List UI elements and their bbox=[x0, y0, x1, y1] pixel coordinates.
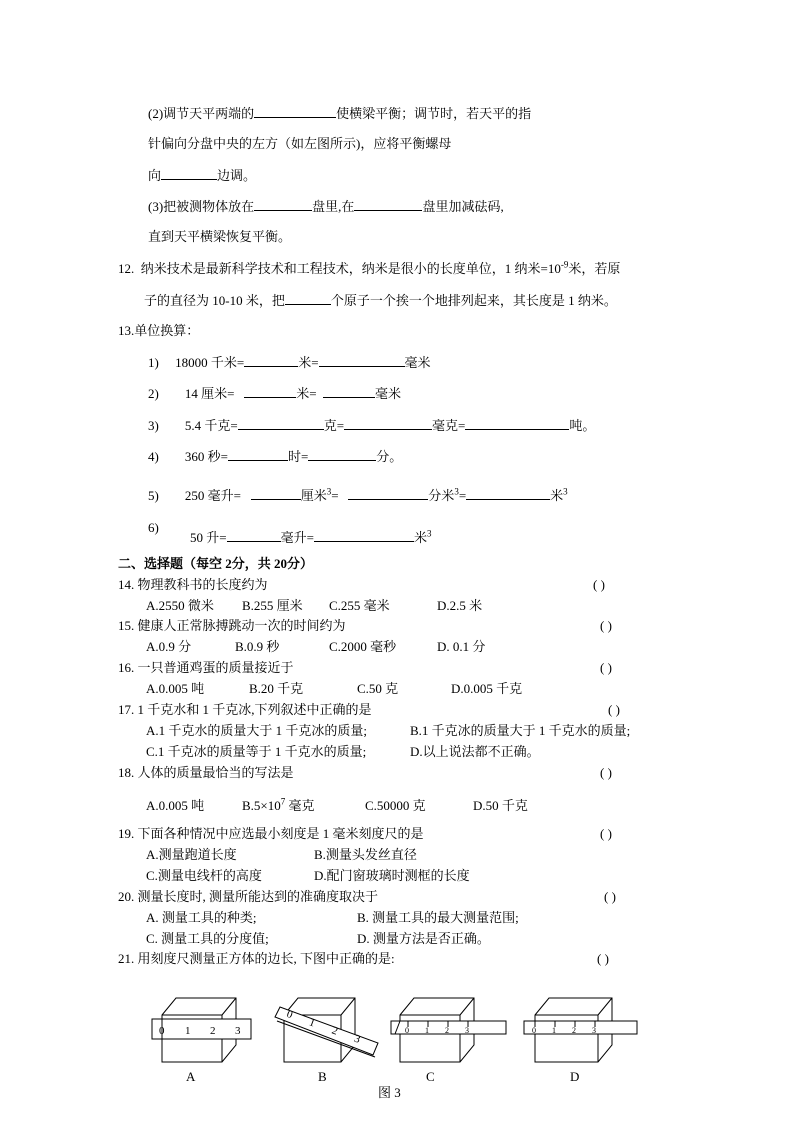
q12-line1: 12. 纳米技术是最新科学技术和工程技术，纳米是很小的长度单位，1 纳米$=10^{-9}$米，若原 bbox=[118, 259, 621, 276]
q13-item-4: 4) 360 秒= 时= 分。 bbox=[148, 449, 403, 464]
figure-label-b: B bbox=[318, 1069, 327, 1084]
answer-blank[interactable] bbox=[228, 447, 288, 461]
q19-option-d[interactable]: D.配门窗玻璃时测框的长度 bbox=[314, 868, 470, 883]
q15-option-a[interactable]: A.0.9 分 bbox=[146, 639, 192, 654]
answer-blank[interactable] bbox=[465, 416, 569, 430]
q21-stem: 21. 用刻度尺测量正方体的边长, 下图中正确的是: bbox=[118, 951, 395, 966]
q18-stem: 18. 人体的质量最恰当的写法是 bbox=[118, 765, 294, 780]
ruler-mark: 3 bbox=[352, 1032, 362, 1046]
answer-paren[interactable]: ( ) bbox=[600, 765, 612, 780]
ruler-mark: 2 bbox=[445, 1026, 449, 1035]
answer-paren[interactable]: ( ) bbox=[604, 889, 616, 904]
ruler-mark: 0 bbox=[532, 1026, 536, 1035]
q20-option-b[interactable]: B. 测量工具的最大测量范围; bbox=[357, 910, 519, 925]
figure-caption: 图 3 bbox=[378, 1085, 401, 1100]
q19-option-c[interactable]: C.测量电线杆的高度 bbox=[146, 868, 262, 883]
answer-blank[interactable] bbox=[285, 291, 331, 305]
answer-blank[interactable] bbox=[466, 486, 550, 500]
answer-paren[interactable]: ( ) bbox=[600, 826, 612, 841]
ruler-mark: 2 bbox=[572, 1026, 576, 1035]
ruler-mark: 0 bbox=[405, 1026, 409, 1035]
q16-option-d[interactable]: D.0.005 千克 bbox=[451, 681, 523, 696]
ruler-mark: 2 bbox=[330, 1024, 340, 1038]
answer-paren[interactable]: ( ) bbox=[608, 702, 620, 717]
q13-item-5: 5) 250 毫升= 厘米$^3$= 分米$^3$= 米$^3$ bbox=[148, 486, 568, 503]
q11-p2-line1: (2)调节天平两端的 使横梁平衡；调节时，若天平的指 bbox=[148, 106, 532, 121]
figure-label-a: A bbox=[186, 1069, 196, 1084]
ruler-mark: 2 bbox=[210, 1025, 216, 1037]
q19-stem: 19. 下面各种情况中应选最小刻度是 1 毫米刻度尺的是 bbox=[118, 826, 424, 841]
answer-blank[interactable] bbox=[314, 528, 414, 542]
answer-paren[interactable]: ( ) bbox=[593, 577, 605, 592]
q17-option-c[interactable]: C.1 千克冰的质量等于 1 千克水的质量; bbox=[146, 744, 367, 759]
q11-p2-line3: 向 边调。 bbox=[148, 168, 257, 183]
q19-option-b[interactable]: B.测量头发丝直径 bbox=[314, 847, 417, 862]
q13-item-1: 1) 18000 千米= 米= 毫米 bbox=[148, 355, 431, 370]
q11-p3-line1: (3)把被测物体放在 盘里,在 盘里加减砝码, bbox=[148, 199, 504, 214]
ruler-mark: 1 bbox=[425, 1026, 429, 1035]
answer-blank[interactable] bbox=[161, 166, 217, 180]
answer-blank[interactable] bbox=[251, 486, 301, 500]
answer-paren[interactable]: ( ) bbox=[597, 951, 609, 966]
ruler-mark: 0 bbox=[284, 1008, 295, 1022]
figure-3 bbox=[0, 985, 793, 1110]
q14-option-b[interactable]: B.255 厘米 bbox=[242, 598, 303, 613]
answer-blank[interactable] bbox=[227, 528, 281, 542]
q12-line2: 子的直径为 10-10 米，把 个原子一个挨一个地排列起来，其长度是 1 纳米。 bbox=[144, 293, 617, 308]
answer-blank[interactable] bbox=[244, 384, 296, 398]
answer-blank[interactable] bbox=[344, 416, 432, 430]
ruler-mark: 1 bbox=[185, 1025, 191, 1037]
q19-option-a[interactable]: A.测量跑道长度 bbox=[146, 847, 237, 862]
answer-blank[interactable] bbox=[254, 197, 312, 211]
answer-blank[interactable] bbox=[308, 447, 376, 461]
q17-stem: 17. 1 千克水和 1 千克冰,下列叙述中正确的是 bbox=[118, 702, 372, 717]
figure-label-d: D bbox=[570, 1069, 580, 1084]
ruler-mark: 3 bbox=[592, 1026, 596, 1035]
answer-paren[interactable]: ( ) bbox=[600, 618, 612, 633]
figure-d-ruler bbox=[524, 998, 637, 1062]
q18-option-c[interactable]: C.50000 克 bbox=[365, 798, 426, 813]
q13-item-6-num: 6) bbox=[148, 520, 159, 535]
q20-option-d[interactable]: D. 测量方法是否正确。 bbox=[357, 931, 490, 946]
q15-option-b[interactable]: B.0.9 秒 bbox=[235, 639, 280, 654]
q16-stem: 16. 一只普通鸡蛋的质量接近于 bbox=[118, 660, 294, 675]
answer-blank[interactable] bbox=[319, 353, 405, 367]
q11-p2-line2: 针偏向分盘中央的左方（如左图所示)，应将平衡螺母 bbox=[148, 136, 452, 151]
ruler-mark: 1 bbox=[552, 1026, 556, 1035]
q17-option-a[interactable]: A.1 千克水的质量大于 1 千克冰的质量; bbox=[146, 723, 368, 738]
q15-option-d[interactable]: D. 0.1 分 bbox=[437, 639, 486, 654]
answer-blank[interactable] bbox=[323, 384, 375, 398]
answer-blank[interactable] bbox=[254, 104, 336, 118]
answer-paren[interactable]: ( ) bbox=[600, 660, 612, 675]
figure-label-c: C bbox=[426, 1069, 435, 1084]
q14-stem: 14. 物理教科书的长度约为 bbox=[118, 577, 268, 592]
ruler-mark: 3 bbox=[465, 1026, 469, 1035]
q20-option-a[interactable]: A. 测量工具的种类; bbox=[146, 910, 257, 925]
ruler-mark: 1 bbox=[307, 1016, 317, 1030]
q18-option-b[interactable]: $B.5\times 10^7$ 毫克 bbox=[242, 796, 315, 813]
q13-item-6: 50 升= 毫升= 米$^3$ bbox=[190, 528, 432, 545]
q14-option-c[interactable]: C.255 毫米 bbox=[329, 598, 390, 613]
q18-option-d[interactable]: D.50 千克 bbox=[473, 798, 528, 813]
q20-stem: 20. 测量长度时, 测量所能达到的准确度取决于 bbox=[118, 889, 379, 904]
answer-blank[interactable] bbox=[238, 416, 324, 430]
q16-option-a[interactable]: A.0.005 吨 bbox=[146, 681, 205, 696]
q16-option-c[interactable]: C.50 克 bbox=[357, 681, 399, 696]
q11-p3-line2: 直到天平横梁恢复平衡。 bbox=[148, 229, 292, 244]
section-title: 二、选择题（每空 2分，共 20分） bbox=[118, 556, 314, 571]
q17-option-b[interactable]: B.1 千克冰的质量大于 1 千克水的质量; bbox=[410, 723, 631, 738]
q18-option-a[interactable]: A.0.005 吨 bbox=[146, 798, 205, 813]
q14-option-a[interactable]: A.2550 微米 bbox=[146, 598, 214, 613]
q17-option-d[interactable]: D.以上说法都不正确。 bbox=[410, 744, 540, 759]
q15-option-c[interactable]: C.2000 毫秒 bbox=[329, 639, 397, 654]
ruler-mark: 0 bbox=[159, 1025, 165, 1037]
answer-blank[interactable] bbox=[348, 486, 428, 500]
q14-option-d[interactable]: D.2.5 米 bbox=[437, 598, 483, 613]
q13-title: 13.单位换算： bbox=[118, 323, 200, 338]
ruler-mark: 3 bbox=[235, 1025, 241, 1037]
q15-stem: 15. 健康人正常脉搏跳动一次的时间约为 bbox=[118, 618, 346, 633]
q16-option-b[interactable]: B.20 千克 bbox=[249, 681, 304, 696]
q20-option-c[interactable]: C. 测量工具的分度值; bbox=[146, 931, 269, 946]
answer-blank[interactable] bbox=[244, 353, 298, 367]
q13-item-3: 3) 5.4 千克= 克= 毫克= 吨。 bbox=[148, 418, 596, 433]
q13-item-2: 2) 14 厘米= 米= 毫米 bbox=[148, 386, 402, 401]
answer-blank[interactable] bbox=[354, 197, 422, 211]
